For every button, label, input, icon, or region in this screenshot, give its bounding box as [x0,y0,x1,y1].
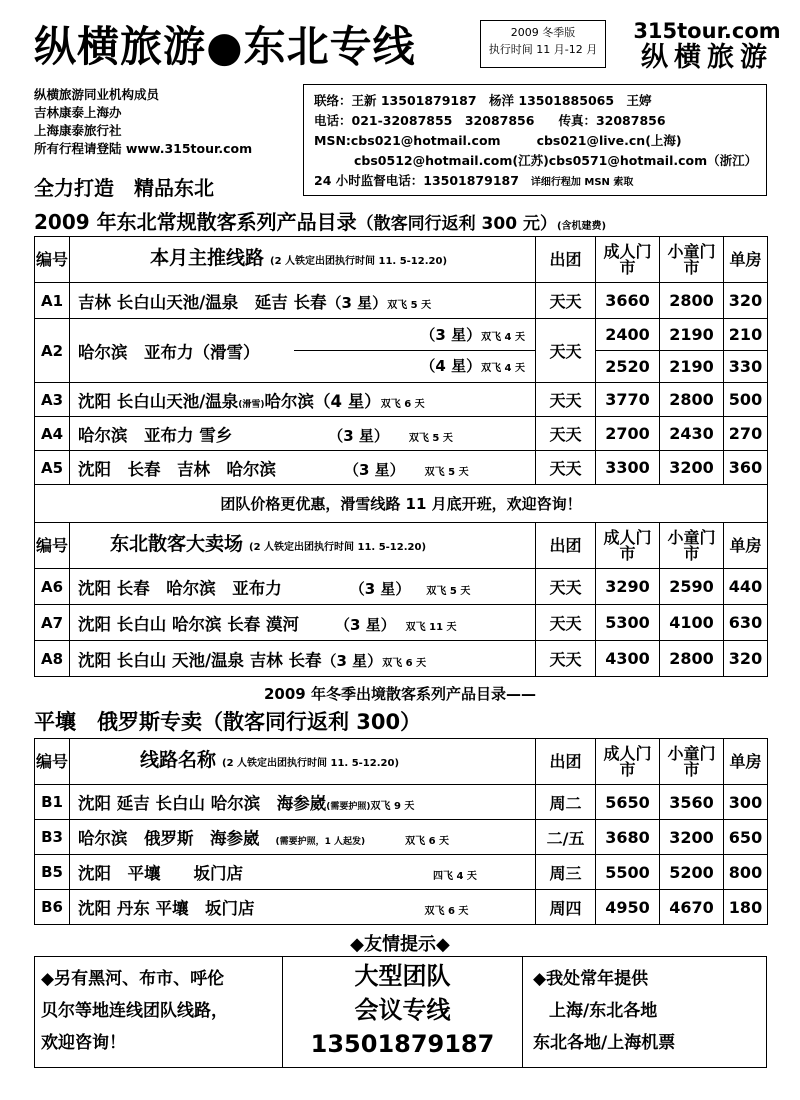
route-duration: 双飞 6 天 [382,657,427,669]
route-departure: 周二 [536,785,596,820]
price-child: 2190 [660,351,724,383]
contact-hotline [314,171,756,193]
col-departure: 出团 [536,739,596,785]
site-name: 纵横旅游 [641,42,773,74]
price-adult: 3290 [596,569,660,605]
col-adult: 成人门市 [596,739,660,785]
msn-1: MSN:cbs021@hotmail.com [314,133,501,148]
notice-row [35,485,768,523]
contact-msn [314,131,756,151]
route-note: (需要护照，1 人起发) [275,837,366,847]
price-adult: 2400 [596,319,660,351]
table-row [35,283,768,319]
route-duration: 双飞 6 天 [380,398,425,410]
route-name [70,890,536,925]
section-heading-note: (2 人铁定出团执行时间 11. 5-12.20) [249,541,427,553]
table-row [35,319,768,351]
route-name [70,605,536,641]
route-code: A8 [35,641,70,677]
route-name [70,641,536,677]
fax-number: 传真：32087856 [558,113,666,128]
table-row [35,855,768,890]
route-stars: （3 星） [321,651,383,670]
season-box [480,20,606,68]
route-departure: 天天 [536,605,596,641]
section-heading [70,739,536,785]
page-title: 纵横旅游●东北专线 [34,22,416,71]
contact-phones [314,111,756,131]
col-adult: 成人门市 [596,237,660,283]
route-text: 沈阳 延吉 长白山 哈尔滨 海参崴 [78,794,327,813]
section-heading-note: (2 人铁定出团执行时间 11. 5-12.20) [270,255,448,267]
col-code: 编号 [35,523,70,569]
msn-note: 详细行程加 MSN 索取 [530,177,634,188]
route-text: 沈阳 长白山 哈尔滨 长春 漠河 [78,614,299,634]
price-single: 800 [724,855,768,890]
route-code: A7 [35,605,70,641]
org-line: 吉林康泰上海办 [34,105,122,120]
site-logo [622,20,792,73]
section-heading [70,523,536,569]
price-single: 320 [724,283,768,319]
price-adult: 5650 [596,785,660,820]
tip-line: ◆我处常年提供 [533,969,649,989]
route-name [70,383,536,417]
table-row [35,451,768,485]
price-single: 360 [724,451,768,485]
price-single: 650 [724,820,768,855]
route-code: A6 [35,569,70,605]
route-text: 沈阳 长白山 天池/温泉 吉林 长春 [78,650,322,670]
route-code: B6 [35,890,70,925]
route-departure: 天天 [536,569,596,605]
route-name [70,451,536,485]
slogan: 全力打造 精品东北 [34,176,214,200]
route-note: (需要护照) [326,802,371,812]
price-child: 2430 [660,417,724,451]
contact-names: 联络：王新 13501879187 杨洋 13501885065 王婷 [314,93,652,108]
col-single: 单房 [724,739,768,785]
route-name [70,283,536,319]
route-code: B1 [35,785,70,820]
notice-text: 团队价格更优惠，滑雪线路 11 月底开班，欢迎咨询！ [35,485,768,523]
catalog-note: （散客同行返利 300 元） [356,214,557,234]
col-single: 单房 [724,523,768,569]
route-text: 哈尔滨 俄罗斯 海参崴 [78,829,260,848]
route-code: A3 [35,383,70,417]
price-single: 500 [724,383,768,417]
price-single: 270 [724,417,768,451]
hotline: 24 小时监督电话：13501879187 [314,173,519,188]
org-info [34,86,252,158]
route-duration: 双飞 6 天 [405,836,450,847]
route-text: 沈阳 平壤 坂门店 [78,864,243,883]
overseas-title: 平壤 俄罗斯专卖（散客同行返利 300） [34,710,422,734]
route-stars: （3 星） [344,460,405,479]
section-heading-text: 本月主推线路 [150,246,265,269]
route-duration: 双飞 5 天 [426,585,471,597]
season-label: 2009 冬季版 [510,26,576,39]
catalog-title-text: 2009 年东北常规散客系列产品目录 [34,210,357,234]
route-departure: 二/五 [536,820,596,855]
route-name [70,417,536,451]
route-departure: 周四 [536,890,596,925]
org-line: 所有行程请登陆 www.315tour.com [34,141,253,156]
route-departure: 天天 [536,319,596,383]
tip-line: 东北各地/上海机票 [533,1033,676,1053]
site-url: 315tour.com [633,19,781,43]
tip-phone: 13501879187 [310,1030,495,1058]
route-text-2: 哈尔滨（4 星） [264,391,381,411]
tip-left [35,957,283,1067]
table-row [35,569,768,605]
route-duration: 四飞 4 天 [433,871,477,882]
table-row [35,890,768,925]
price-single: 630 [724,605,768,641]
route-stars: （3 星） [326,293,388,312]
price-adult: 3300 [596,451,660,485]
tip-line: 贝尔等地连线团队线路， [41,1001,228,1021]
route-duration: 双飞 5 天 [408,432,453,444]
tip-right [523,957,766,1067]
price-single: 330 [724,351,768,383]
route-name [70,785,536,820]
price-adult: 5300 [596,605,660,641]
contact-msn-2: cbs0512@hotmail.com(江苏)cbs0571@hotmail.com（浙江） [354,153,758,168]
table-row [35,417,768,451]
tips-title: ◆友情提示◆ [350,934,450,955]
route-stars: （3 星） [334,615,396,634]
org-line: 上海康泰旅行社 [34,123,122,138]
price-child: 3560 [660,785,724,820]
route-option [295,351,535,382]
section-heading-text: 东北散客大卖场 [110,532,244,555]
route-departure: 天天 [536,451,596,485]
route-stars: （3 星） [420,325,482,344]
route-departure: 天天 [536,383,596,417]
route-code: A2 [35,319,70,383]
period-label: 执行时间 11 月-12 月 [488,42,598,56]
price-single: 320 [724,641,768,677]
catalog-small-note: (含机建费) [556,221,607,232]
price-adult: 4300 [596,641,660,677]
price-single: 300 [724,785,768,820]
route-duration: 双飞 5 天 [424,466,469,478]
col-child: 小童门市 [660,739,724,785]
price-child: 5200 [660,855,724,890]
price-child: 2590 [660,569,724,605]
route-note: (滑雪) [238,399,265,410]
table-row [35,641,768,677]
phone-numbers: 电话：021-32087855 32087856 [314,113,535,128]
price-child: 2800 [660,283,724,319]
domestic-table-body [34,236,767,677]
route-code: A5 [35,451,70,485]
tip-line: 大型团队 [354,962,451,990]
section-heading [70,237,536,283]
route-name [70,319,536,383]
price-adult: 4950 [596,890,660,925]
col-adult: 成人门市 [596,523,660,569]
price-adult: 2520 [596,351,660,383]
table-row [35,383,768,417]
route-text: 哈尔滨 亚布力 雪乡 [78,425,233,445]
route-stars: （3 星） [328,426,389,445]
route-duration: 双飞 4 天 [481,331,525,343]
route-option [294,320,535,351]
msn-2: cbs021@live.cn(上海) [536,133,682,148]
price-adult: 3660 [596,283,660,319]
overseas-table [34,738,767,925]
tip-line: ◆另有黑河、布市、呼伦 [41,969,225,989]
route-duration: 双飞 11 天 [405,621,457,633]
route-duration: 双飞 5 天 [387,299,432,311]
price-adult: 3680 [596,820,660,855]
route-stars: （4 星） [420,356,482,375]
route-text: 沈阳 长白山天池/温泉 [78,391,239,411]
price-single: 180 [724,890,768,925]
col-departure: 出团 [536,523,596,569]
route-duration: 双飞 9 天 [370,801,415,812]
price-single: 210 [724,319,768,351]
route-name [70,569,536,605]
tips-box [34,956,767,1068]
tip-line: 会议专线 [354,996,451,1024]
tip-middle [283,957,523,1067]
route-departure: 天天 [536,417,596,451]
price-single: 440 [724,569,768,605]
table-row [35,785,768,820]
route-name [70,820,536,855]
price-child: 4100 [660,605,724,641]
route-duration: 双飞 4 天 [481,362,525,374]
section-heading-note: (2 人铁定出团执行时间 11. 5-12.20) [222,757,400,769]
price-adult: 3770 [596,383,660,417]
price-adult: 2700 [596,417,660,451]
tip-line: 上海/东北各地 [549,1001,658,1021]
route-duration: 双飞 6 天 [424,906,469,917]
col-single: 单房 [724,237,768,283]
route-text: 沈阳 丹东 平壤 坂门店 [78,899,255,918]
route-text: 吉林 长白山天池/温泉 延吉 长春 [78,292,327,312]
route-name [70,855,536,890]
route-code: A4 [35,417,70,451]
org-line: 纵横旅游同业机构成员 [34,87,160,102]
route-text: 沈阳 长春 吉林 哈尔滨 [78,459,276,479]
overseas-subtitle: 2009 年冬季出境散客系列产品目录—— [264,685,536,703]
section-heading-text: 线路名称 [140,748,217,771]
col-departure: 出团 [536,237,596,283]
col-code: 编号 [35,739,70,785]
col-code: 编号 [35,237,70,283]
route-stars: （3 星） [349,579,411,598]
col-child: 小童门市 [660,237,724,283]
route-text: 沈阳 长春 哈尔滨 亚布力 [78,578,282,598]
price-child: 2800 [660,383,724,417]
table-row [35,820,768,855]
route-text: 哈尔滨 亚布力（滑雪） [78,342,260,362]
route-code: B3 [35,820,70,855]
price-child: 4670 [660,890,724,925]
contact-box [303,84,767,196]
tip-line: 欢迎咨询！ [41,1033,126,1053]
route-departure: 天天 [536,283,596,319]
table-row [35,605,768,641]
price-child: 2190 [660,319,724,351]
price-child: 2800 [660,641,724,677]
col-child: 小童门市 [660,523,724,569]
route-code: A1 [35,283,70,319]
price-child: 3200 [660,451,724,485]
catalog-title [34,206,606,235]
route-code: B5 [35,855,70,890]
price-child: 3200 [660,820,724,855]
route-departure: 天天 [536,641,596,677]
route-departure: 周三 [536,855,596,890]
price-adult: 5500 [596,855,660,890]
